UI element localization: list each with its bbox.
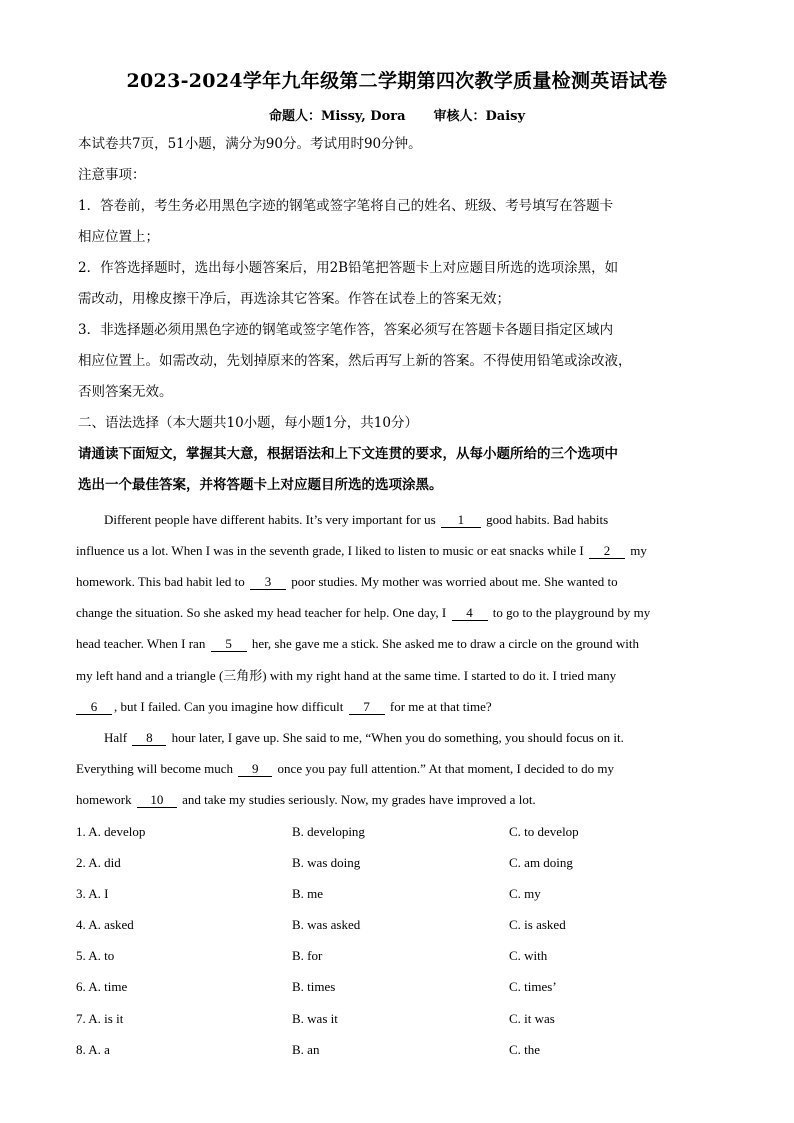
option-c: C. to develop: [509, 824, 579, 839]
option-c: C. my: [509, 886, 541, 901]
passage-line: change the situation. So she asked my head teacher for help. One day, I 4 to go to the playground by my: [76, 605, 651, 620]
question-row: [76, 855, 736, 875]
option-b: B. for: [292, 948, 323, 963]
option-c: C. the: [509, 1042, 541, 1057]
option-c: C. times’: [509, 979, 557, 994]
passage-line: homework. This bad habit led to 3 poor studies. My mother was worried about me. She wanted to: [76, 574, 618, 589]
option-b: B. times: [292, 979, 336, 994]
blank-9: 9: [238, 762, 272, 777]
option-c: C. with: [509, 948, 548, 963]
passage-line: influence us a lot. When I was in the seventh grade, I liked to listen to music or eat snacks while I 2 my: [76, 543, 647, 558]
option-c: C. am doing: [509, 855, 573, 870]
blank-10: 10: [137, 793, 177, 808]
option-c: C. is asked: [509, 917, 566, 932]
question-row: [76, 979, 736, 999]
blank-8: 8: [132, 731, 166, 746]
question-row: [76, 886, 736, 906]
passage-line: 6 , but I failed. Can you imagine how difficult 7 for me at that time?: [76, 691, 736, 722]
option-b: B. was asked: [292, 917, 361, 932]
blank-7: 7: [349, 700, 385, 715]
reviewer-label: 审核人：Daisy: [433, 109, 526, 124]
question-row: [76, 917, 736, 937]
notice-line: 2．作答选择题时，选出每小题答案后，用2B铅笔把答题卡上对应题目所选的选项涂黑，如: [78, 260, 619, 276]
option-b: B. was it: [292, 1011, 338, 1026]
question-row: [76, 948, 736, 968]
notice-line: 1．答卷前，考生务必用黑色字迹的钢笔或签字笔将自己的姓名、班级、考号填写在答题卡: [78, 198, 614, 214]
option-a: 2. A. did: [76, 855, 121, 870]
option-a: 7. A. is it: [76, 1011, 124, 1026]
option-c: C. it was: [509, 1011, 555, 1026]
option-a: 8. A. a: [76, 1042, 110, 1057]
section-instruction: 选出一个最佳答案，并将答题卡上对应题目所选的选项涂黑。: [78, 477, 443, 493]
option-a: 6. A. time: [76, 979, 128, 994]
blank-2: 2: [589, 544, 625, 559]
blank-1: 1: [441, 513, 481, 528]
notice-line: 3．非选择题必须用黑色字迹的钢笔或签字笔作答，答案必须写在答题卡各题目指定区域内: [78, 322, 614, 338]
question-row: [76, 824, 736, 844]
option-a: 5. A. to: [76, 948, 115, 963]
passage-line: Everything will become much 9 once you pay full attention.” At that moment, I decided to do my: [76, 761, 615, 776]
option-a: 1. A. develop: [76, 824, 146, 839]
passage-line: head teacher. When I ran 5 her, she gave me a stick. She asked me to draw a circle on the ground with: [76, 636, 640, 651]
option-a: 3. A. I: [76, 886, 109, 901]
notice-heading: 注意事项：: [78, 167, 146, 183]
option-a: 4. A. asked: [76, 917, 134, 932]
page-title: 2023-2024学年九年级第二学期第四次教学质量检测英语试卷: [126, 70, 668, 92]
passage-line: my left hand and a triangle (三角形) with my right hand at the same time. I started to do it. I tried many: [76, 668, 617, 683]
notice-line: 相应位置上。如需改动，先划掉原来的答案，然后再写上新的答案。不得使用铅笔或涂改液，: [78, 353, 632, 369]
passage-line: Different people have different habits. It’s very important for us 1 good habits. Bad habits: [104, 512, 609, 527]
blank-3: 3: [250, 575, 286, 590]
blank-4: 4: [452, 606, 488, 621]
option-b: B. was doing: [292, 855, 361, 870]
blank-6: 6: [76, 700, 112, 715]
notice-line: 相应位置上；: [78, 229, 159, 245]
question-row: [76, 1042, 736, 1062]
passage-line: Half 8 hour later, I gave up. She said to me, “When you do something, you should focus on it.: [104, 730, 624, 745]
option-b: B. me: [292, 886, 324, 901]
passage-line: homework 10 and take my studies seriously. Now, my grades have improved a lot.: [76, 792, 536, 807]
notice-line: 需改动，用橡皮擦干净后，再选涂其它答案。作答在试卷上的答案无效；: [78, 291, 510, 307]
author-label: 命题人：Missy, Dora: [268, 109, 406, 124]
section-heading: 二、语法选择（本大题共10小题，每小题1分，共10分）: [78, 415, 418, 431]
notice-line: 否则答案无效。: [78, 384, 173, 400]
option-b: B. developing: [292, 824, 365, 839]
question-row: [76, 1011, 736, 1031]
intro-text: 本试卷共7页，51小题，满分为90分。考试用时90分钟。: [78, 136, 422, 152]
blank-5: 5: [211, 637, 247, 652]
option-b: B. an: [292, 1042, 320, 1057]
section-instruction: 请通读下面短文，掌握其大意，根据语法和上下文连贯的要求，从每小题所给的三个选项中: [78, 446, 618, 462]
author-line: [0, 105, 794, 124]
